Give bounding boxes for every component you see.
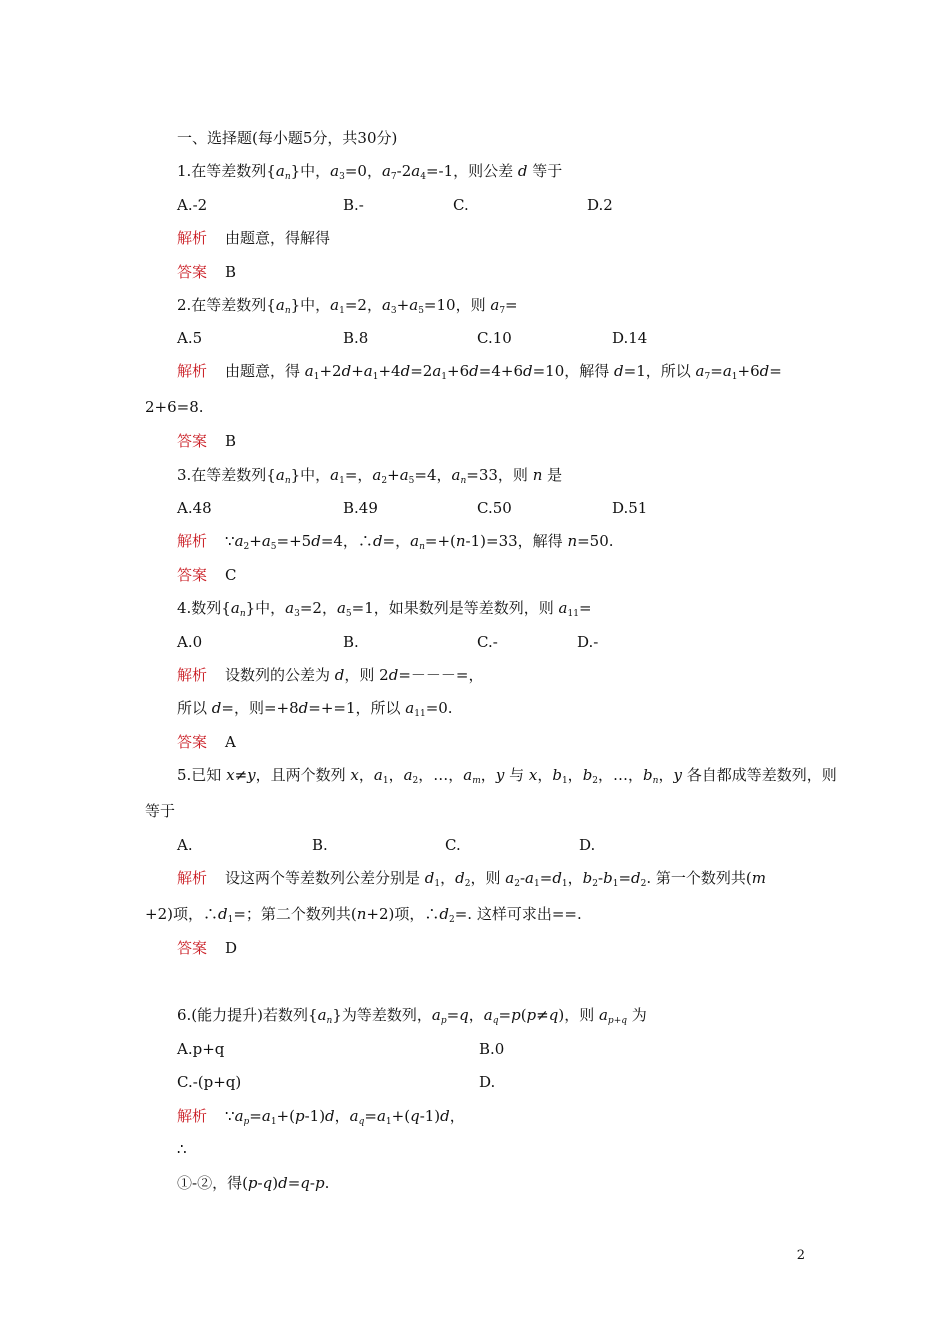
q4-answer xyxy=(177,732,236,752)
analysis-label: 解析 xyxy=(177,869,208,887)
q6-option-d: D. xyxy=(479,1073,496,1091)
q5-analysis-cont: +2)项，$\therefore d_1=$；第二个数列共(n+2)项，$\therefore d_2=$. 这样可求出==. xyxy=(145,905,582,925)
q4-option-d: D.- xyxy=(577,633,599,651)
q1-options xyxy=(177,195,777,215)
q2-analysis: 解析 由题意，得 $a_1+2d+a_1+4d=2a_1+6d=4+6d=10$，解得 d=1，所以 $a_7=a_1+6d=$ xyxy=(177,362,782,382)
q5-answer-value: D xyxy=(225,939,238,957)
q5-option-d: D. xyxy=(579,836,596,854)
q5-stem-cont: 等于 xyxy=(145,802,176,820)
q3-option-d: D.51 xyxy=(612,499,648,517)
q4-analysis: 解析 设数列的公差为 d，则 2d=－－－=， xyxy=(177,666,484,684)
q5-option-b: B. xyxy=(312,836,328,854)
analysis-label: 解析 xyxy=(177,1107,208,1125)
answer-label: 答案 xyxy=(177,263,208,281)
q6-step: ①-②，得(p-q)d=q-p. xyxy=(177,1174,330,1192)
q6-analysis: 解析 $\because a_p=a_1+(p-1)d$，$a_q=a_1+(q-1)d$， xyxy=(177,1107,465,1127)
q3-options xyxy=(177,498,777,518)
q6-stem: 6.(能力提升)若数列$\{a_n\}$为等差数列，$a_p=q$，$a_q=p(p\ne q)$，则 $a_{p+q}$ 为 xyxy=(177,1006,647,1026)
q2-option-c: C.10 xyxy=(477,329,512,347)
q5-answer xyxy=(177,938,237,958)
answer-label: 答案 xyxy=(177,566,208,584)
q3-option-b: B.49 xyxy=(343,499,378,517)
q6-options-row2 xyxy=(177,1072,777,1092)
q5-stem: 5.已知 x≠y，且两个数列 x，$a_1$，$a_2$，…，$a_m$，y 与 x，$b_1$，$b_2$，…，$b_n$，y 各自都成等差数列，则 xyxy=(177,766,837,786)
q3-option-c: C.50 xyxy=(477,499,512,517)
answer-label: 答案 xyxy=(177,432,208,450)
answer-label: 答案 xyxy=(177,939,208,957)
q6-therefore: ∴ xyxy=(177,1140,187,1158)
analysis-label: 解析 xyxy=(177,229,208,247)
q4-option-a: A.0 xyxy=(177,633,203,651)
q1-analysis-text: 由题意，得解得 xyxy=(225,229,331,247)
q4-stem: 4.数列$\{a_n\}$中，$a_3=2$，$a_5=1$，如果数列是等差数列，则 $a_{11}=$ xyxy=(177,599,592,619)
q6-options-row1 xyxy=(177,1039,777,1059)
q3-option-a: A.48 xyxy=(177,499,212,517)
q2-option-b: B.8 xyxy=(343,329,369,347)
q1-option-d: D.2 xyxy=(587,196,613,214)
q4-options xyxy=(177,632,777,652)
q1-option-b: B.- xyxy=(343,196,364,214)
q1-option-c: C. xyxy=(453,196,469,214)
q5-option-c: C. xyxy=(445,836,461,854)
q1-analysis xyxy=(177,228,330,248)
q3-answer xyxy=(177,565,237,585)
analysis-label: 解析 xyxy=(177,666,208,684)
q3-answer-value: C xyxy=(225,566,237,584)
q2-answer-value: B xyxy=(225,432,237,450)
q6-option-b: B.0 xyxy=(479,1040,505,1058)
q2-option-a: A.5 xyxy=(177,329,203,347)
q2-stem: 2.在等差数列$\{a_n\}$中，$a_1=2$，$a_3+a_5=10$，则 $a_7=$ xyxy=(177,296,518,316)
answer-label: 答案 xyxy=(177,733,208,751)
q5-options xyxy=(177,835,777,855)
q1-answer xyxy=(177,262,236,282)
page-number: 2 xyxy=(796,1248,805,1263)
analysis-label: 解析 xyxy=(177,362,208,380)
q4-answer-value: A xyxy=(225,733,236,751)
q6-option-a: A.p+q xyxy=(177,1040,225,1058)
q1-option-a: A.-2 xyxy=(177,196,208,214)
q4-analysis-cont: 所以 d=，则=+8d=+=1，所以 $a_{11}=0$. xyxy=(177,699,453,719)
section-title: 一、选择题(每小题5分，共30分) xyxy=(177,129,398,147)
q3-analysis: 解析 $\because a_2+a_5=+5d=4$，∴d=，$a_n=+(n-1)=33$，解得 n=50. xyxy=(177,532,614,552)
q2-analysis-cont: 2+6=8. xyxy=(145,398,204,416)
q1-answer-value: B xyxy=(225,263,237,281)
q4-option-c: C.- xyxy=(477,633,498,651)
q5-analysis: 解析 设这两个等差数列公差分别是 $d_1$，$d_2$，则 $a_2-a_1=d_1$，$b_2-b_1=d_2$. 第一个数列共(m xyxy=(177,869,766,889)
analysis-label: 解析 xyxy=(177,532,208,550)
q4-option-b: B. xyxy=(343,633,359,651)
q2-options xyxy=(177,328,777,348)
q3-stem: 3.在等差数列$\{a_n\}$中，$a_1=$，$a_2+a_5=4$，$a_n=33$，则 n 是 xyxy=(177,466,563,486)
q1-stem: 1.在等差数列$\{a_n\}$中，$a_3=0$，$a_7-2a_4=-1$，则公差 d 等于 xyxy=(177,162,563,182)
q2-option-d: D.14 xyxy=(612,329,648,347)
q6-option-c: C.-(p+q) xyxy=(177,1073,242,1091)
q2-answer xyxy=(177,431,236,451)
q5-option-a: A. xyxy=(177,836,193,854)
